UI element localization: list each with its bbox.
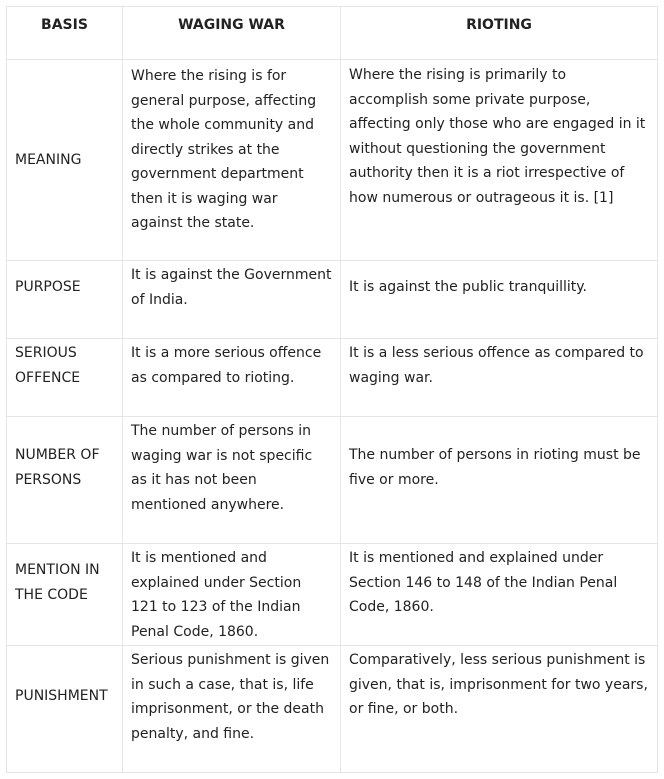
header-rioting: RIOTING — [341, 7, 658, 60]
cell-waging-war: It is mentioned and explained under Section 121 to 123 of the Indian Penal Code, 1860. — [123, 544, 341, 646]
table-row — [7, 417, 658, 544]
cell-rioting: It is against the public tranquillity. — [341, 261, 658, 339]
row-label-serious-offence: SERIOUS OFFENCE — [7, 339, 123, 417]
comparison-table — [6, 6, 658, 773]
cell-waging-war: Where the rising is for general purpose, affecting the whole community and directly strikes at the government department then it is waging war against the state. — [123, 60, 341, 261]
table-row — [7, 544, 658, 646]
cell-rioting: Comparatively, less serious punishment is given, that is, imprisonment for two years, or fine, or both. — [341, 646, 658, 773]
header-row — [7, 7, 658, 60]
row-label-purpose: PURPOSE — [7, 261, 123, 339]
table-row — [7, 646, 658, 773]
table-row — [7, 261, 658, 339]
row-label-punishment: PUNISHMENT — [7, 646, 123, 773]
cell-waging-war: Serious punishment is given in such a case, that is, life imprisonment, or the death penalty, and fine. — [123, 646, 341, 773]
header-waging-war: WAGING WAR — [123, 7, 341, 60]
cell-rioting: It is a less serious offence as compared to waging war. — [341, 339, 658, 417]
cell-waging-war: It is a more serious offence as compared to rioting. — [123, 339, 341, 417]
row-label-mention-in-the-code: MENTION IN THE CODE — [7, 544, 123, 646]
row-label-meaning: MEANING — [7, 60, 123, 261]
table-row — [7, 60, 658, 261]
cell-rioting: Where the rising is primarily to accomplish some private purpose, affecting only those who are engaged in it without questioning the government authority then it is a riot irrespective of how numerous or outrageous it is. [1] — [341, 60, 658, 261]
row-label-number-of-persons: NUMBER OF PERSONS — [7, 417, 123, 544]
header-basis: BASIS — [7, 7, 123, 60]
cell-rioting: The number of persons in rioting must be five or more. — [341, 417, 658, 544]
cell-waging-war: It is against the Government of India. — [123, 261, 341, 339]
cell-rioting: It is mentioned and explained under Section 146 to 148 of the Indian Penal Code, 1860. — [341, 544, 658, 646]
table-row — [7, 339, 658, 417]
cell-waging-war: The number of persons in waging war is not specific as it has not been mentioned anywhere. — [123, 417, 341, 544]
